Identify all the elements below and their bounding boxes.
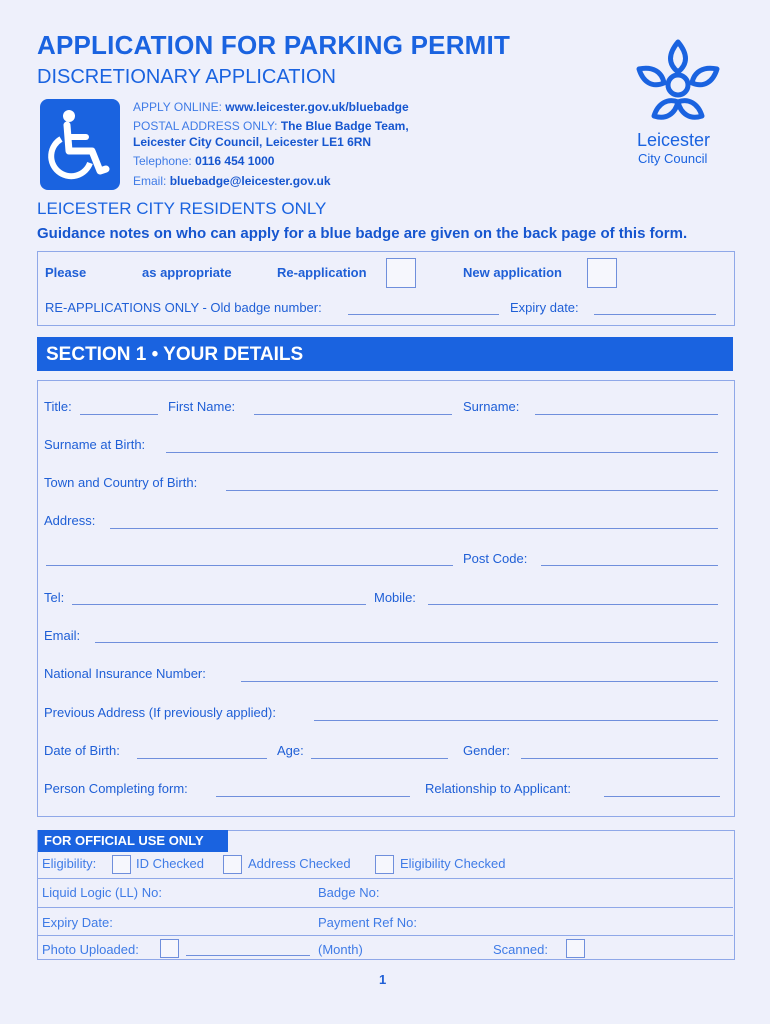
leicester-rose-logo <box>628 36 728 133</box>
title-label: Title: <box>44 399 72 414</box>
person-completing-field[interactable] <box>216 796 410 797</box>
apply-online-line <box>133 100 409 114</box>
gender-field[interactable] <box>521 758 718 759</box>
page-number: 1 <box>379 972 387 987</box>
council-sub: City Council <box>638 151 708 166</box>
postal-line-1 <box>133 119 409 133</box>
eligibility-checked-checkbox[interactable] <box>375 855 394 874</box>
official-divider-3 <box>38 935 733 936</box>
scanned-checkbox[interactable] <box>566 939 585 958</box>
postal-label: POSTAL ADDRESS ONLY: <box>133 119 278 133</box>
surname-field[interactable] <box>535 414 718 415</box>
official-use-title: FOR OFFICIAL USE ONLY <box>44 833 204 848</box>
scanned-label: Scanned: <box>493 942 548 957</box>
address-line-2-field[interactable] <box>46 565 453 566</box>
as-appropriate-label: as appropriate <box>142 265 232 280</box>
ll-no-label: Liquid Logic (LL) No: <box>42 885 162 900</box>
previous-address-label: Previous Address (If previously applied): <box>44 705 276 720</box>
first-name-field[interactable] <box>254 414 452 415</box>
gender-label: Gender: <box>463 743 510 758</box>
town-country-field[interactable] <box>226 490 718 491</box>
dob-label: Date of Birth: <box>44 743 120 758</box>
new-application-label: New application <box>463 265 562 280</box>
photo-uploaded-label: Photo Uploaded: <box>42 942 139 957</box>
reapplication-checkbox[interactable] <box>386 258 416 288</box>
expiry-field[interactable] <box>594 314 716 315</box>
wheelchair-icon <box>40 99 120 190</box>
email-label: Email: <box>133 174 167 188</box>
address-field[interactable] <box>110 528 718 529</box>
apply-online-label: APPLY ONLINE: <box>133 100 222 114</box>
badge-no-label: Badge No: <box>318 885 380 900</box>
town-country-label: Town and Country of Birth: <box>44 475 198 490</box>
official-use-heading <box>38 830 228 852</box>
guidance-note: Guidance notes on who can apply for a blue badge are given on the back page of this form. <box>37 225 688 242</box>
month-field[interactable] <box>186 955 310 956</box>
email-link[interactable]: bluebadge@leicester.gov.uk <box>169 174 331 188</box>
council-name: Leicester <box>637 130 711 150</box>
relationship-label: Relationship to Applicant: <box>425 781 571 796</box>
official-divider-1 <box>38 878 733 879</box>
photo-uploaded-checkbox[interactable] <box>160 939 179 958</box>
old-badge-field[interactable] <box>348 314 499 315</box>
id-checked-label: ID Checked <box>136 856 204 871</box>
telephone-line <box>133 154 274 168</box>
old-badge-label: RE-APPLICATIONS ONLY - Old badge number: <box>45 300 322 315</box>
mobile-label: Mobile: <box>374 590 416 605</box>
page-subtitle: DISCRETIONARY APPLICATION <box>37 66 336 88</box>
residents-only-heading: LEICESTER CITY RESIDENTS ONLY <box>37 199 327 218</box>
official-divider-2 <box>38 907 733 908</box>
new-application-checkbox[interactable] <box>587 258 617 288</box>
post-code-label: Post Code: <box>463 551 528 566</box>
age-label: Age: <box>277 743 304 758</box>
person-completing-label: Person Completing form: <box>44 781 188 796</box>
age-field[interactable] <box>311 758 448 759</box>
eligibility-checked-label: Eligibility Checked <box>400 856 506 871</box>
surname-label: Surname: <box>463 399 520 414</box>
id-checked-checkbox[interactable] <box>112 855 131 874</box>
first-name-label: First Name: <box>168 399 236 414</box>
title-field[interactable] <box>80 414 158 415</box>
ni-number-field[interactable] <box>241 681 718 682</box>
apply-online-link[interactable]: www.leicester.gov.uk/bluebadge <box>225 100 409 114</box>
email-field[interactable] <box>95 642 718 643</box>
section-1-heading <box>37 337 733 371</box>
ni-number-label: National Insurance Number: <box>44 666 206 681</box>
address-checked-label: Address Checked <box>248 856 351 871</box>
expiry-date-label: Expiry Date: <box>42 915 113 930</box>
post-code-field[interactable] <box>541 565 718 566</box>
payment-ref-label: Payment Ref No: <box>318 915 417 930</box>
postal-address-1: The Blue Badge Team, <box>280 119 409 133</box>
tel-label: Tel: <box>44 590 65 605</box>
mobile-field[interactable] <box>428 604 718 605</box>
address-label: Address: <box>44 513 96 528</box>
address-checked-checkbox[interactable] <box>223 855 242 874</box>
please-label: Please <box>45 265 87 280</box>
previous-address-field[interactable] <box>314 720 718 721</box>
surname-birth-field[interactable] <box>166 452 718 453</box>
expiry-label: Expiry date: <box>510 300 579 315</box>
telephone-number: 0116 454 1000 <box>195 154 275 168</box>
tel-field[interactable] <box>72 604 366 605</box>
month-label: (Month) <box>318 942 363 957</box>
telephone-label: Telephone: <box>133 154 192 168</box>
dob-field[interactable] <box>137 758 267 759</box>
page-title: APPLICATION FOR PARKING PERMIT <box>37 30 511 60</box>
postal-line-2 <box>133 135 371 149</box>
relationship-field[interactable] <box>604 796 720 797</box>
surname-birth-label: Surname at Birth: <box>44 437 146 452</box>
section-1-title: SECTION 1 • YOUR DETAILS <box>46 344 304 365</box>
reapplication-label: Re-application <box>277 265 367 280</box>
email-field-label: Email: <box>44 628 81 643</box>
postal-address-2: Leicester City Council, Leicester LE1 6RN <box>133 135 372 149</box>
eligibility-label: Eligibility: <box>42 856 97 871</box>
email-line <box>133 174 331 188</box>
